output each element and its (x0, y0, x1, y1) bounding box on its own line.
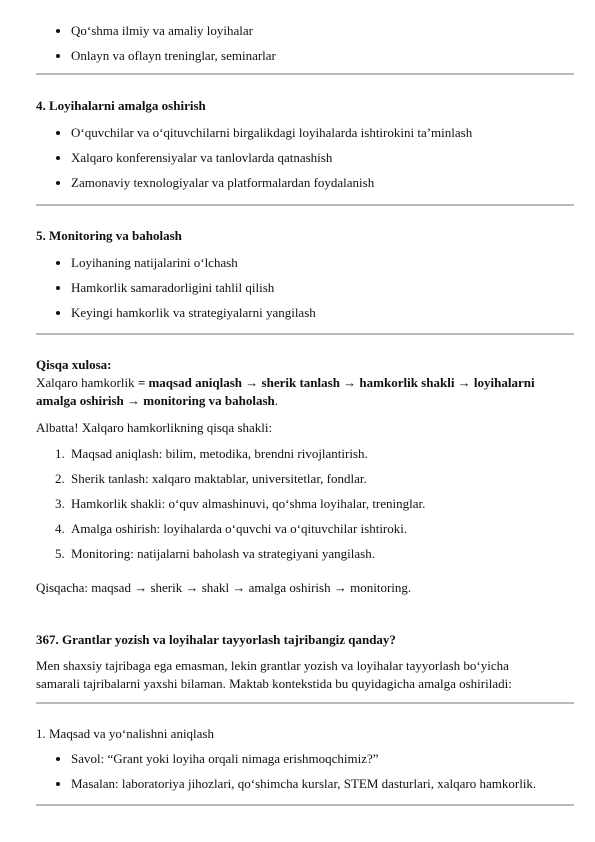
list-item: Loyihaning natijalarini o‘lchash (36, 250, 316, 275)
list-item (36, 516, 425, 541)
list-item (36, 541, 425, 566)
qisqacha-text: Qisqacha: maqsad → sherik → shakl → amalga oshirish → monitoring. (36, 580, 412, 595)
list-item: Savol: “Grant yoki loyiha orqali nimaga erishmoqchimiz?” (36, 746, 536, 771)
list-item: Qo‘shma ilmiy va amaliy loyihalar (36, 18, 276, 43)
step-number: 5. (55, 546, 65, 561)
step-text: Amalga oshirish: loyihalarda o‘quvchi va o‘qituvchilar ishtiroki. (71, 521, 408, 536)
divider (36, 702, 574, 704)
section-4-list (36, 120, 472, 195)
list-item: Zamonaviy texnologiyalar va platformalardan foydalanish (36, 170, 472, 195)
summary-formula: = maqsad aniqlash → sherik tanlash → hamkorlik shakli → loyihalarni (137, 375, 535, 390)
step-number: 1. (55, 446, 65, 461)
summary-end: . (274, 393, 278, 408)
list-item (36, 441, 425, 466)
list-item: Keyingi hamkorlik va strategiyalarni yangilash (36, 300, 316, 325)
list-item: O‘quvchilar va o‘qituvchilarni birgalikdagi loyihalarda ishtirokini ta’minlash (36, 120, 472, 145)
question-367-para-line-2: samarali tajribalarni yaxshi bilaman. Maktab kontekstida bu quyidagicha amalga oshiriladi: (36, 676, 512, 691)
step-number: 2. (55, 471, 65, 486)
list-item: Onlayn va oflayn treninglar, seminarlar (36, 43, 276, 68)
step-text: Monitoring: natijalarni baholash va strategiyani yangilash. (71, 546, 375, 561)
summary-line-2 (36, 392, 278, 410)
section-5-heading: 5. Monitoring va baholash (36, 228, 182, 243)
question-367-para-line-1: Men shaxsiy tajribaga ega emasman, lekin grantlar yozish va loyihalar tayyorlash bo‘yicha (36, 658, 509, 673)
list-item: Masalan: laboratoriya jihozlari, qo‘shimcha kurslar, STEM dasturlari, xalqaro hamkorlik. (36, 771, 536, 796)
divider (36, 804, 574, 806)
step-text: Sherik tanlash: xalqaro maktablar, universitetlar, fondlar. (71, 471, 367, 486)
section-4-heading: 4. Loyihalarni amalga oshirish (36, 98, 206, 113)
step-1-list (36, 746, 536, 796)
step-1-heading: 1. Maqsad va yo‘nalishni aniqlash (36, 726, 214, 741)
list-item (36, 491, 425, 516)
divider (36, 204, 574, 206)
divider (36, 333, 574, 335)
summary-formula-cont: amalga oshirish → monitoring va baholash (36, 393, 275, 408)
albatta-text: Albatta! Xalqaro hamkorlikning qisqa shakli: (36, 420, 273, 435)
summary-heading: Qisqa xulosa: (36, 357, 112, 372)
summary-prefix: Xalqaro hamkorlik (36, 375, 138, 390)
step-number: 4. (55, 521, 65, 536)
steps-list (36, 441, 425, 566)
step-text: Maqsad aniqlash: bilim, metodika, brendni rivojlantirish. (71, 446, 368, 461)
step-number: 3. (55, 496, 65, 511)
summary-line-1 (36, 374, 535, 392)
divider (36, 73, 574, 75)
list-item: Xalqaro konferensiyalar va tanlovlarda qatnashish (36, 145, 472, 170)
top-bullet-list (36, 18, 276, 68)
step-text: Hamkorlik shakli: o‘quv almashinuvi, qo‘shma loyihalar, treninglar. (71, 496, 426, 511)
list-item (36, 466, 425, 491)
question-367-heading: 367. Grantlar yozish va loyihalar tayyorlash tajribangiz qanday? (36, 632, 396, 647)
list-item: Hamkorlik samaradorligini tahlil qilish (36, 275, 316, 300)
section-5-list (36, 250, 316, 325)
